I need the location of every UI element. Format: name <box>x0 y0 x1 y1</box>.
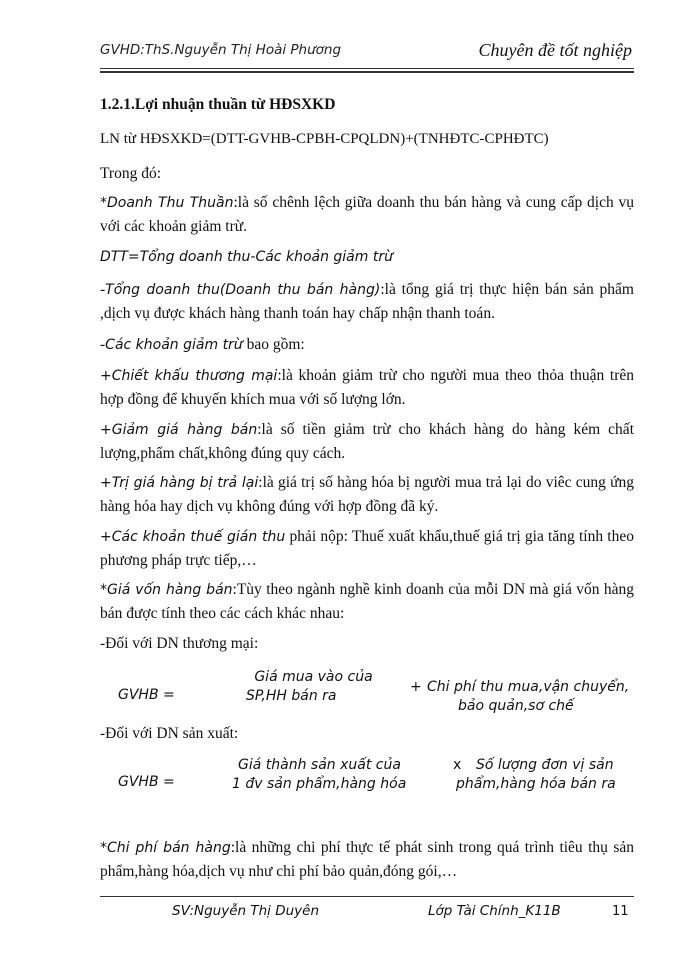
footer-class: Lớp Tài Chính_K11B <box>428 903 561 919</box>
term-gvhb: *Giá vốn hàng bán <box>100 582 233 598</box>
item-chiet-khau <box>100 364 634 411</box>
def-item: :là khoản giảm trừ cho người mua theo thỏa thuận trên hợp đồng để khuyến khích mua với số lượng lớn. <box>100 367 635 408</box>
header-divider-thick <box>100 71 634 73</box>
lead-dash: - <box>100 336 106 353</box>
trade-lhs: GVHB = <box>118 687 175 703</box>
trade-operator: + <box>410 679 422 695</box>
paragraph-cpbh <box>100 836 634 883</box>
term-item: +Giảm giá hàng bán <box>100 422 258 438</box>
footer-student: SV:Nguyễn Thị Duyên <box>172 903 320 919</box>
intro-text: Trong đó: <box>100 165 162 182</box>
term-cpbh: *Chi phí bán hàng <box>100 840 231 856</box>
footer-divider <box>100 896 634 897</box>
header-advisor: GVHD:ThS.Nguyễn Thị Hoài Phương <box>100 42 342 58</box>
def-ckgt: bao gồm: <box>242 336 305 353</box>
prod-label: -Đối với DN sản xuất: <box>100 725 239 742</box>
section-title: 1.2.1.Lợi nhuận thuần từ HĐSXKD <box>100 96 336 113</box>
term-tdt: Tổng doanh thu(Doanh thu bán hàng) <box>105 282 381 298</box>
paragraph-tdt <box>100 278 634 325</box>
item-thue <box>100 525 634 572</box>
item-tra-lai <box>100 471 634 518</box>
term-item: +Trị giá hàng bị trả lại <box>100 475 259 491</box>
trade-term-a-line1: Giá mua vào của <box>254 669 373 685</box>
paragraph-ckgt <box>100 333 634 357</box>
header-divider <box>100 68 634 69</box>
paragraph-gvhb <box>100 578 634 625</box>
term-ckgt: Các khoản giảm trừ <box>105 337 243 353</box>
prod-lhs: GVHB = <box>118 774 175 790</box>
dtt-formula: DTT=Tổng doanh thu-Các khoản giảm trừ <box>100 249 393 265</box>
prod-term-b-line2: phẩm,hàng hóa bán ra <box>456 776 616 792</box>
paragraph-dtt <box>100 191 634 238</box>
header-title: Chuyên đề tốt nghiệp <box>478 40 632 60</box>
page-number: 11 <box>612 904 629 919</box>
trade-term-a-line2: SP,HH bán ra <box>246 688 337 704</box>
item-giam-gia <box>100 418 634 465</box>
term-item: +Chiết khấu thương mại <box>100 368 278 384</box>
def-item: :là số tiền giảm trừ cho khách hàng do hàng kém chất lượng,phẩm chất,không đúng quy cách. <box>100 421 634 462</box>
def-item: phải nộp: Thuế xuất khẩu,thuế giá trị gia tăng tính theo phương pháp trực tiếp,… <box>100 528 634 569</box>
term-dtt: *Doanh Thu Thuần <box>100 195 234 211</box>
def-dtt: :là số chênh lệch giữa doanh thu bán hàng và cung cấp dịch vụ với các khoản giảm trừ. <box>100 194 634 235</box>
prod-term-a-line1: Giá thành sản xuất của <box>238 757 401 773</box>
def-gvhb: :Tùy theo ngành nghề kinh doanh của mỗi DN mà giá vốn hàng bán được tính theo các cách khác nhau: <box>100 581 634 622</box>
def-cpbh: :là những chi phí thực tế phát sinh trong quá trình tiêu thụ sản phẩm,hàng hóa,dịch vụ như chi phí bảo quản,đóng gói,… <box>100 839 634 880</box>
trade-term-b-line2: bảo quản,sơ chế <box>458 698 574 714</box>
trade-term-b-line1: Chi phí thu mua,vận chuyển, <box>427 679 630 695</box>
prod-operator: x <box>453 757 462 773</box>
def-item: :là giá trị số hàng hóa bị người mua trả lại do viêc cung ứng hàng hóa hay dịch vụ không đúng với hợp đồng đã ký. <box>100 474 634 515</box>
term-item: +Các khoản thuế gián thu <box>100 529 286 545</box>
trade-label: -Đối với DN thương mại: <box>100 635 259 652</box>
prod-term-a-line2: 1 đv sản phẩm,hàng hóa <box>232 776 407 792</box>
prod-term-b-line1: Số lượng đơn vị sản <box>476 757 614 773</box>
lead-dash: - <box>100 281 106 298</box>
main-formula: LN từ HĐSXKD=(DTT-GVHB-CPBH-CPQLDN)+(TNHĐTC-CPHĐTC) <box>100 131 549 147</box>
def-tdt: :là tổng giá trị thực hiện bán sản phẩm ,dịch vụ được khách hàng thanh toán hay chấp nhận thanh toán. <box>100 281 634 322</box>
